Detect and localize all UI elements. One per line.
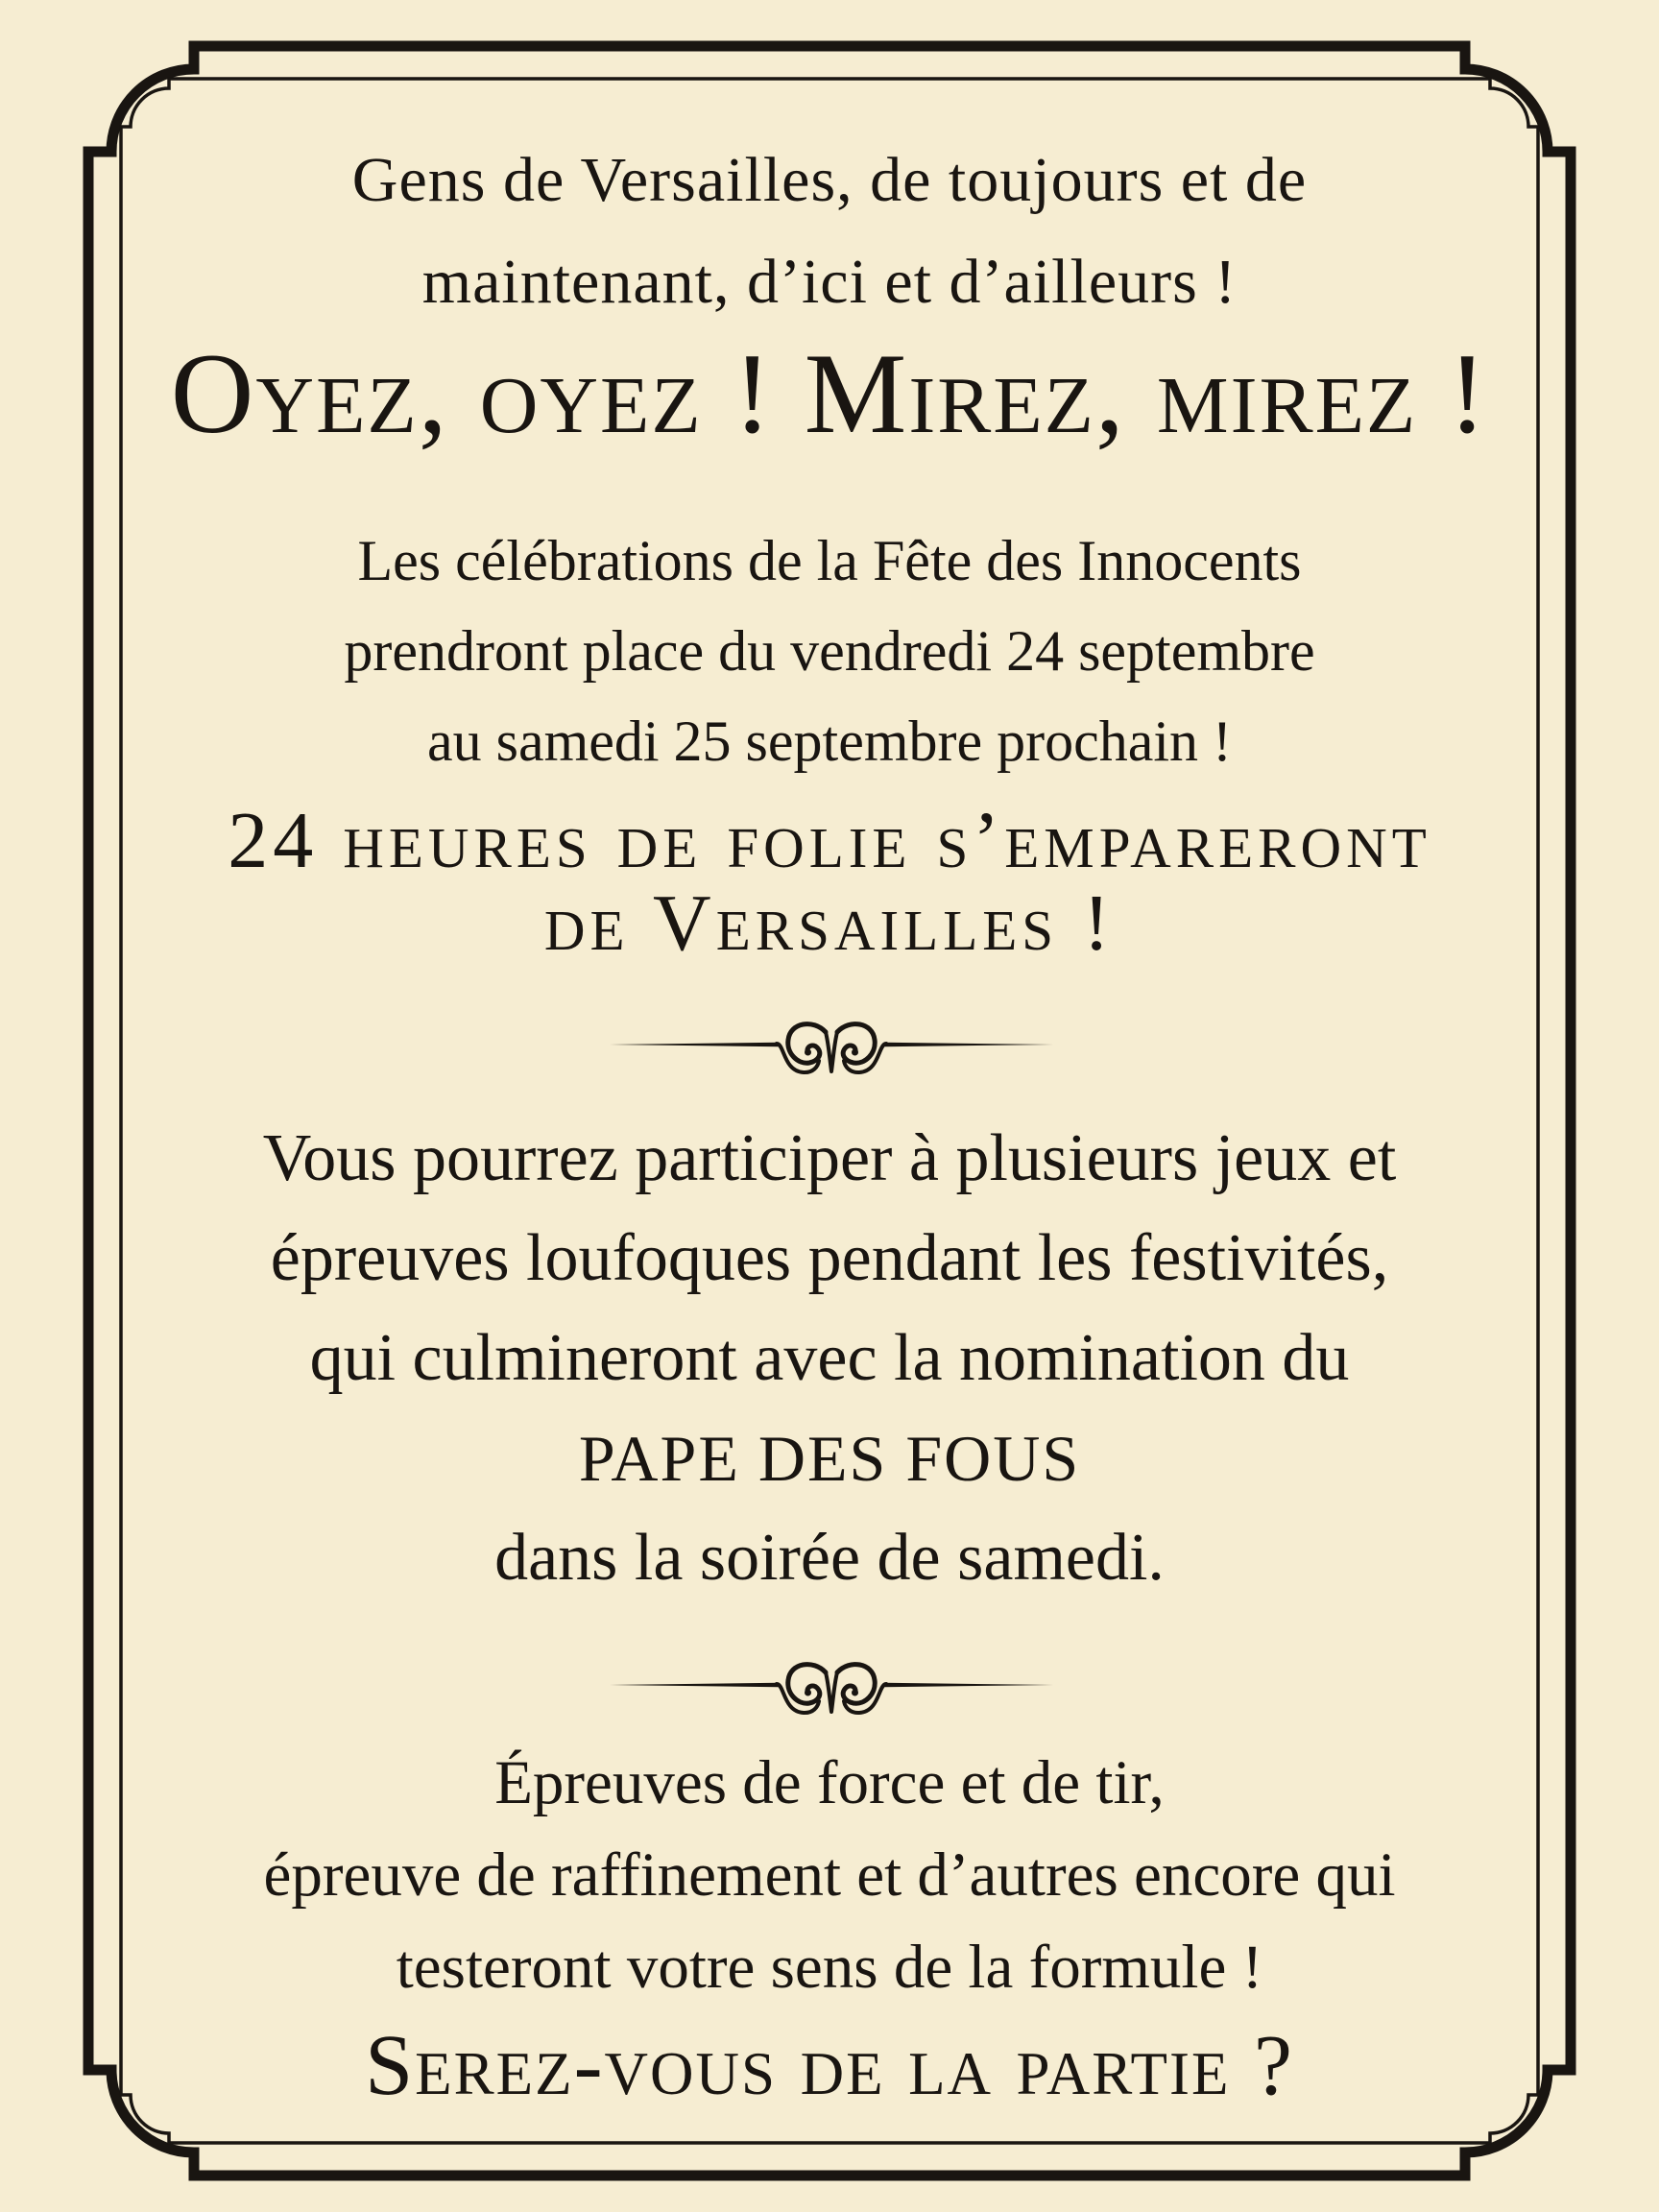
divider-ornament (606, 1651, 1057, 1719)
dates-block (0, 516, 1659, 786)
announce-text: Oyez, oyez ! Mirez, mirez ! (170, 329, 1489, 457)
divider-scroll-left (788, 1024, 826, 1064)
divider-scroll-dot-right (852, 1690, 858, 1696)
games-line-2: épreuves loufoques pendant les festivités, (270, 1221, 1389, 1295)
divider-vee (826, 1032, 837, 1071)
divider-scroll-right (837, 1665, 875, 1704)
events-block (0, 1737, 1659, 2013)
events-line-3: testeront votre sens de la formule ! (396, 1933, 1263, 2002)
games-line-pape-des-fous: PAPE DES FOUS (578, 1422, 1081, 1495)
madness-line-1: 24 heures de folie s’empareront (228, 796, 1431, 885)
divider-rule-left (610, 1683, 779, 1687)
games-block (0, 1109, 1659, 1608)
divider-scroll-dot-left (805, 1049, 811, 1056)
intro-block (0, 130, 1659, 333)
madness-block (0, 796, 1659, 968)
games-line-1: Vous pourrez participer à plusieurs jeux et (262, 1121, 1397, 1195)
divider-rule-left (610, 1043, 779, 1046)
dates-line-2: prendront place du vendredi 24 septembre (344, 619, 1315, 683)
divider-scroll-right (837, 1024, 875, 1064)
intro-line-2: maintenant, d’ici et d’ailleurs ! (421, 247, 1238, 317)
divider-vee (826, 1672, 837, 1712)
announce-line (0, 330, 1659, 457)
games-line-5: dans la soirée de samedi. (494, 1521, 1165, 1595)
closing-line (0, 2013, 1659, 2119)
closing-text: Serez-vous de la partie ? (365, 2018, 1294, 2113)
games-line-3: qui culmineront avec la nomination du (309, 1321, 1350, 1395)
divider-scroll-dot-left (805, 1690, 811, 1696)
dates-line-3: au samedi 25 septembre prochain ! (426, 709, 1233, 773)
events-line-2: épreuve de raffinement et d’autres encore qui (263, 1840, 1396, 1910)
events-line-1: Épreuves de force et de tir, (494, 1748, 1165, 1817)
intro-line-1: Gens de Versailles, de toujours et de (351, 145, 1308, 215)
dates-line-1: Les célébrations de la Fête des Innocents (357, 529, 1302, 592)
divider-scroll-left (788, 1665, 826, 1704)
divider-scroll-dot-right (852, 1049, 858, 1056)
madness-line-2: de Versailles ! (543, 878, 1116, 968)
divider-rule-right (884, 1683, 1053, 1687)
divider-ornament (606, 1011, 1057, 1078)
divider-rule-right (884, 1043, 1053, 1046)
